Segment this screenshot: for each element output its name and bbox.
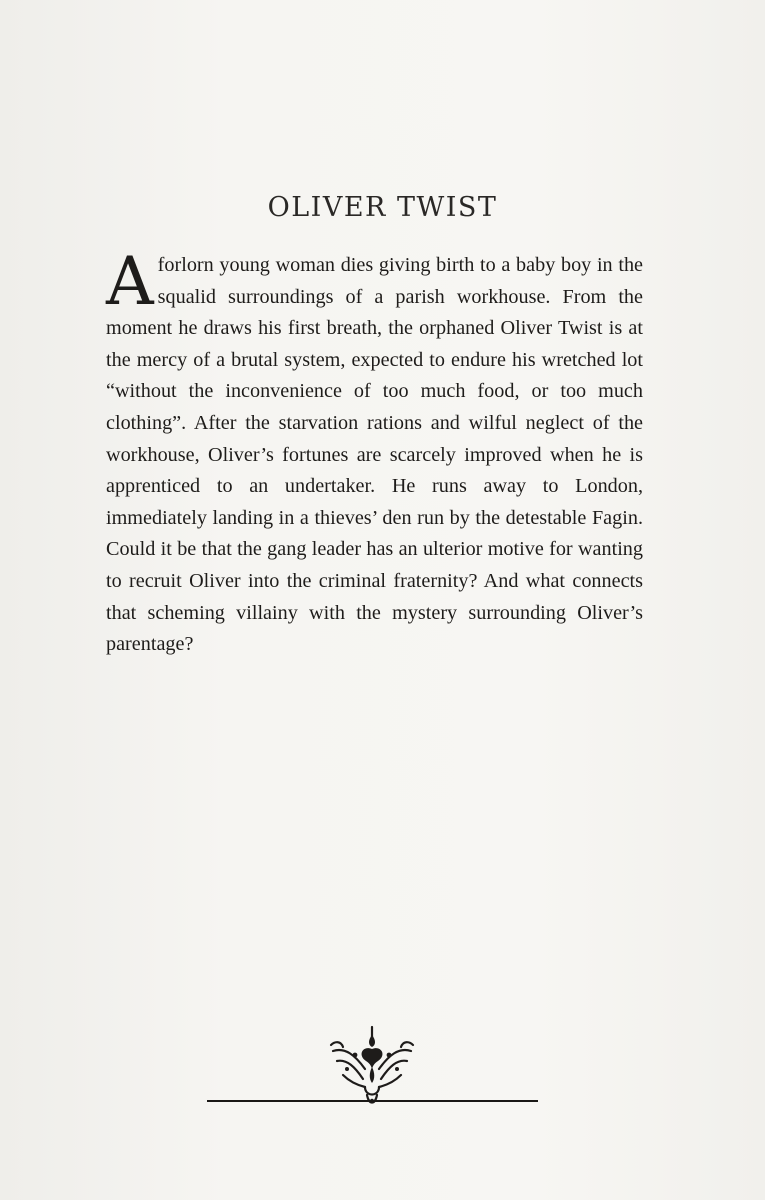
book-title: OLIVER TWIST [267,192,498,223]
fleuron-ornament-icon [325,1025,419,1107]
drop-cap-letter: A [106,243,154,320]
blurb-text: forlorn young woman dies giving birth to a baby boy in the squalid surroundings of a parish workhouse. From the moment he draws his first breath, the orphaned Oliver Twist is at the mercy of a brutal system, expected to endure his wretched lot “without the inconvenience of too much food, or too much clothing”. After the starvation rations and wilful neglect of the workhouse, Oliver’s fortunes are scarcely improved when he is apprenticed to an undertaker. He runs away to London, immediately landing in a thieves’ den run by the detestable Fagin. Could it be that the gang leader has an ulterior motive for wanting to recruit Oliver into the criminal fraternity? And what connects that scheming villainy with the mystery surrounding Oliver’s parentage? [106,254,643,656]
book-blurb [106,243,643,661]
divider-rule [207,1100,538,1102]
